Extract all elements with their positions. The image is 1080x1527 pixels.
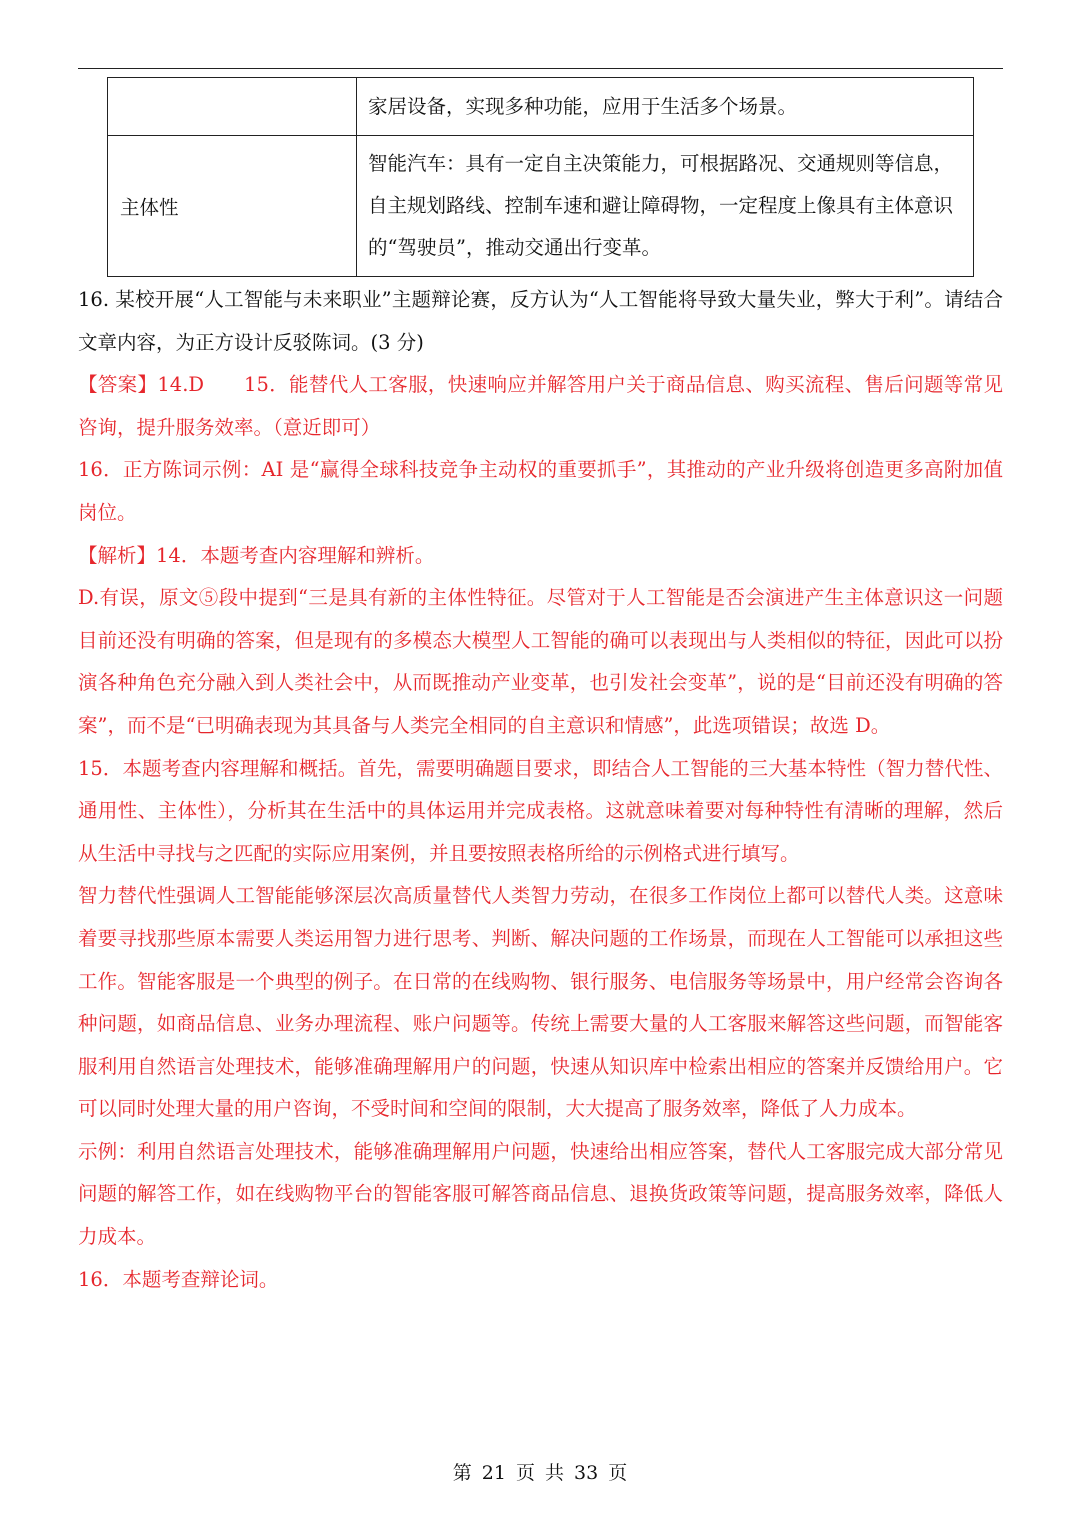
analysis-label: 【解析】: [78, 543, 157, 567]
header-rule: [78, 68, 1003, 69]
table-cell-feature: [108, 78, 357, 136]
question-15-explanation: 15．本题考查内容理解和概括。首先，需要明确题目要求，即结合人工智能的三大基本特性（智力替代性、通用性、主体性），分析其在生活中的具体运用并完成表格。这就意味着要对每种特性有清晰的理解，然后从生活中寻找与之匹配的实际应用案例，并且要按照表格所给的示例格式进行填写。: [78, 756, 1003, 865]
intelligence-substitution-explanation: 智力替代性强调人工智能能够深层次高质量替代人类智力劳动，在很多工作岗位上都可以替代人类。这意味着要寻找那些原本需要人类运用智力进行思考、判断、解决问题的工作场景，而现在人工智能可以承担这些工作。智能客服是一个典型的例子。在日常的在线购物、银行服务、电信服务等场景中，用户经常会咨询各种问题，如商品信息、业务办理流程、账户问题等。传统上需要大量的人工客服来解答这些问题，而智能客服利用自然语言处理技术，能够准确理解用户的问题，快速从知识库中检索出相应的答案并反馈给用户。它可以同时处理大量的用户咨询，不受时间和空间的限制，大大提高了服务效率，降低了人力成本。: [78, 884, 1003, 1121]
question-16: 16. 某校开展“人工智能与未来职业”主题辩论赛，反方认为“人工智能将导致大量失业，弊大于利”。请结合文章内容，为正方设计反驳陈词。(3 分): [78, 288, 1003, 354]
answer-16: 16．正方陈词示例：AI 是“赢得全球科技竞争主动权的重要抓手”，其推动的产业升级将创造更多高附加值岗位。: [78, 458, 1003, 524]
document-body: [78, 279, 1003, 1301]
table-cell-example: 家居设备，实现多种功能，应用于生活多个场景。: [357, 78, 974, 136]
table-row: [108, 136, 974, 277]
page-number: 第 21 页 共 33 页: [452, 1462, 628, 1484]
table-row: [108, 78, 974, 136]
answer-text: 14.D 15．能替代人工客服，快速响应并解答用户关于商品信息、购买流程、售后问题等常见咨询，提升服务效率。（意近即可）: [78, 373, 1003, 439]
question-16-explanation: 16．本题考查辩论词。: [78, 1267, 279, 1291]
feature-table: [107, 77, 974, 277]
analysis-paragraph: [78, 535, 1003, 578]
example-paragraph: 示例：利用自然语言处理技术，能够准确理解用户问题，快速给出相应答案，替代人工客服完成大部分常见问题的解答工作，如在线购物平台的智能客服可解答商品信息、退换货政策等问题，提高服务效率，降低人力成本。: [78, 1139, 1003, 1249]
option-d-explanation: D.有误，原文⑤段中提到“三是具有新的主体性特征。尽管对于人工智能是否会演进产生主体意识这一问题目前还没有明确的答案，但是现有的多模态大模型人工智能的确可以表现出与人类相似的特征，因此可以扮演各种角色充分融入到人类社会中，从而既推动产业变革，也引发社会变革”，说的是“目前还没有明确的答案”，而不是“已明确表现为其具备与人类完全相同的自主意识和情感”，此选项错误；故选 D。: [78, 586, 1003, 737]
table-cell-feature: 主体性: [108, 136, 357, 277]
analysis-14: 14．本题考查内容理解和辨析。: [156, 543, 435, 567]
answer-label: 【答案】: [78, 373, 158, 397]
answer-paragraph: [78, 364, 1003, 449]
table-cell-example: 智能汽车：具有一定自主决策能力，可根据路况、交通规则等信息，自主规划路线、控制车速和避让障碍物，一定程度上像具有主体意识的“驾驶员”，推动交通出行变革。: [357, 136, 974, 277]
